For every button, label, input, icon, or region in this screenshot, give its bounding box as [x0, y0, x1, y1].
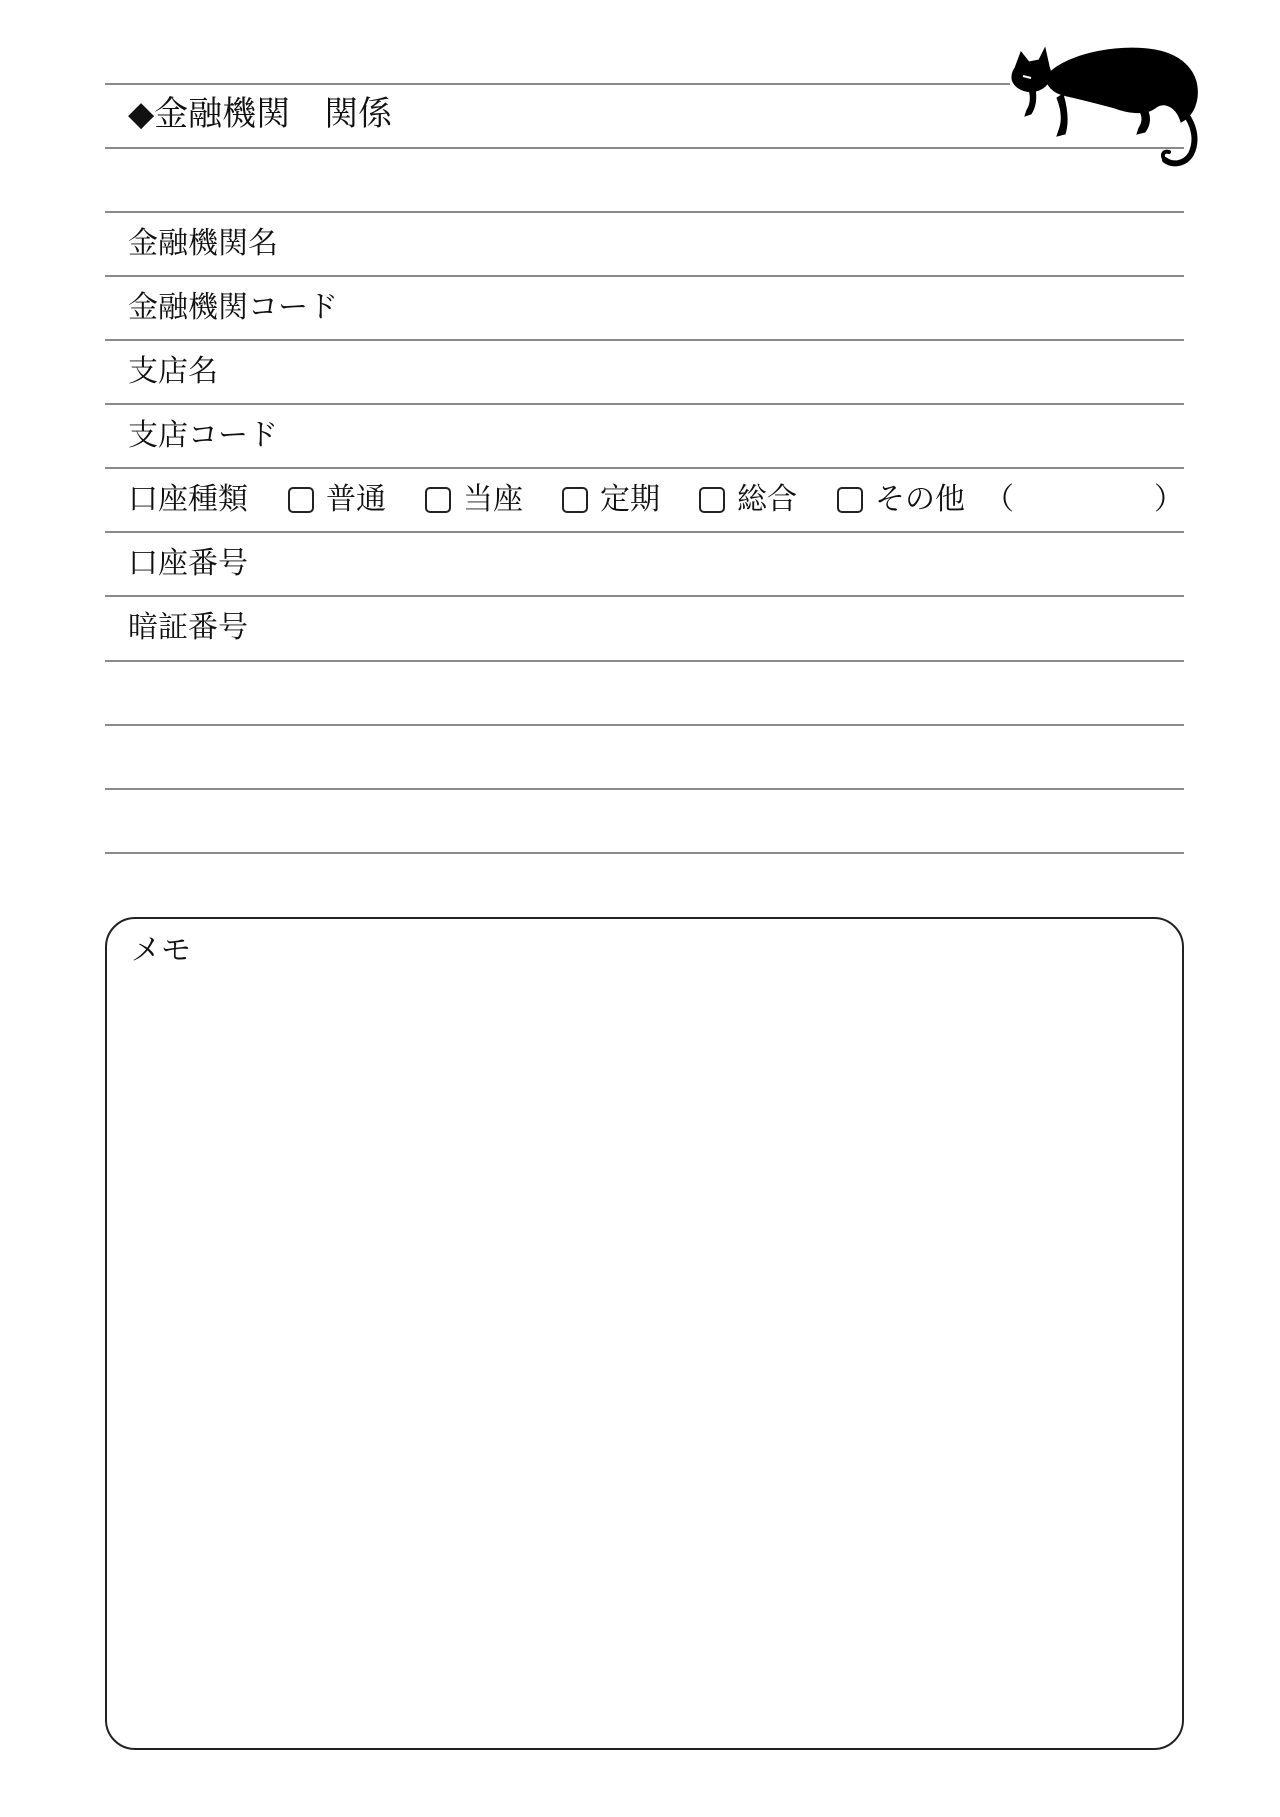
- rule-3: [105, 339, 1184, 341]
- pin-row[interactable]: [128, 596, 248, 660]
- option-fixed-label: 定期: [600, 482, 660, 517]
- option-checking-label: 当座: [463, 482, 523, 517]
- header-top-rule: [105, 83, 1010, 85]
- bank-name-label: 金融機関名: [128, 226, 278, 261]
- other-close-paren: ）: [1154, 482, 1184, 517]
- rule-6: [105, 531, 1184, 533]
- option-other[interactable]: [837, 468, 965, 532]
- account-number-label: 口座番号: [128, 546, 248, 581]
- memo-label: メモ: [131, 933, 191, 968]
- checkbox-ordinary[interactable]: [288, 487, 314, 513]
- checkbox-checking[interactable]: [425, 487, 451, 513]
- memo-box[interactable]: [105, 917, 1184, 1750]
- branch-name-label: 支店名: [128, 354, 218, 389]
- account-number-row[interactable]: [128, 532, 248, 596]
- branch-code-label: 支店コード: [128, 418, 278, 453]
- rule-7: [105, 595, 1184, 597]
- option-fixed[interactable]: [562, 468, 660, 532]
- checkbox-fixed[interactable]: [562, 487, 588, 513]
- page-title: ◆金融機関 関係: [128, 94, 393, 134]
- checkbox-other[interactable]: [837, 487, 863, 513]
- branch-name-row[interactable]: [128, 340, 218, 404]
- option-checking[interactable]: [425, 468, 523, 532]
- bank-code-row[interactable]: [128, 276, 338, 340]
- option-general[interactable]: [699, 468, 797, 532]
- rule-10: [105, 788, 1184, 790]
- bank-name-row[interactable]: [128, 212, 278, 276]
- option-ordinary-label: 普通: [326, 482, 386, 517]
- account-type-row: [128, 468, 1184, 532]
- rule-8: [105, 660, 1184, 662]
- option-other-label: その他: [875, 482, 965, 517]
- sleeping-cat-icon: [1005, 38, 1205, 168]
- pin-label: 暗証番号: [128, 610, 248, 645]
- bank-code-label: 金融機関コード: [128, 290, 338, 325]
- option-ordinary[interactable]: [288, 468, 386, 532]
- account-type-label: 口座種類: [128, 482, 248, 517]
- rule-11: [105, 852, 1184, 854]
- rule-9: [105, 724, 1184, 726]
- other-open-paren: （: [984, 482, 1014, 517]
- branch-code-row[interactable]: [128, 404, 278, 468]
- option-general-label: 総合: [737, 482, 797, 517]
- checkbox-general[interactable]: [699, 487, 725, 513]
